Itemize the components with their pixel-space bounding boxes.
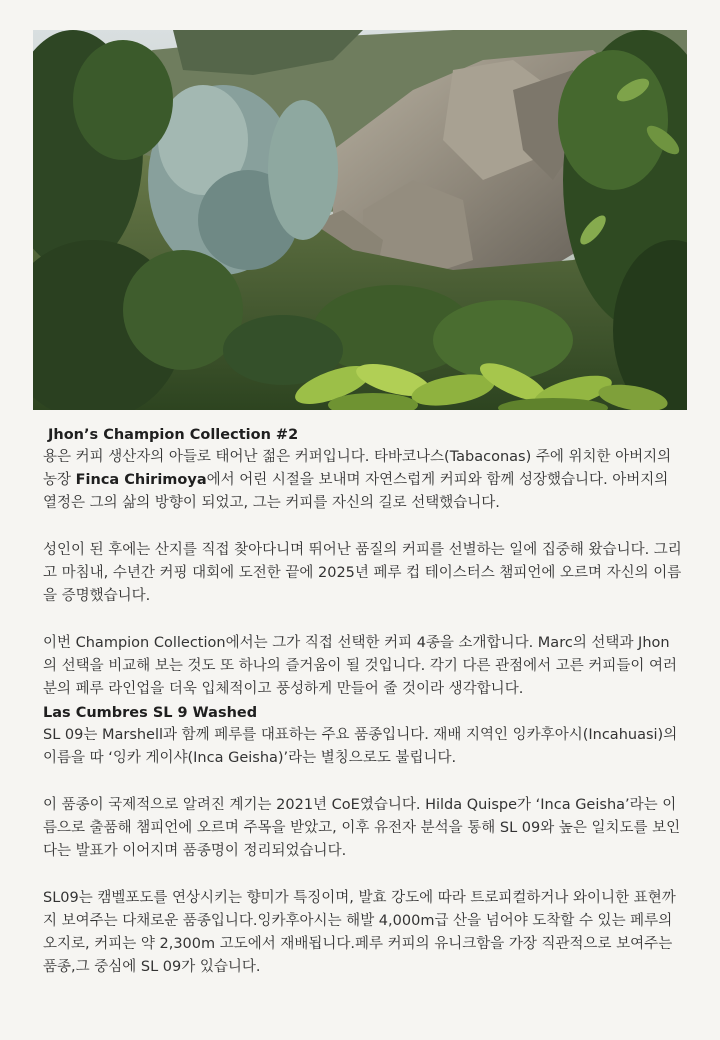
landscape-photo <box>33 30 687 410</box>
paragraph-text: 에서 어린 시절을 보내며 자연스럽게 커피와 함께 성장했습니다. 아버지의 열정은 그의 삶의 방향이 되었고, 그는 커피를 자신의 길로 선택했습니다. <box>43 472 669 511</box>
article-body <box>43 424 683 979</box>
paragraph: SL 09는 Marshell과 함께 페루를 대표하는 주요 품종입니다. 재배 지역인 잉카후아시(Incahuasi)의 이름을 따 ‘잉카 게이샤(Inca Geisha)’라는 별칭으로도 불립니다. <box>43 727 678 766</box>
paragraph <box>43 446 683 515</box>
paragraph-text: 용은 커피 생산자의 아들로 태어난 젊은 커퍼입니다. 타바코나스(Tabaconas) 주에 위치한 아버지의 농장 <box>43 449 672 488</box>
section-title: Las Cumbres SL 9 Washed <box>43 705 258 721</box>
paragraph: 이번 Champion Collection에서는 그가 직접 선택한 커피 4종을 소개합니다. Marc의 선택과 Jhon의 선택을 비교해 보는 것도 또 하나의 즐거움이 될 것입니다. 각기 다른 관점에서 고른 커피들이 여러분의 페루 라인업을 더욱 입체적이고 풍성하게 만들어 줄 것이라 생각합니다. <box>43 635 678 697</box>
section-title: Jhon’s Champion Collection #2 <box>48 427 299 443</box>
mountain-landscape-image <box>33 30 687 410</box>
paragraph: 이 품종이 국제적으로 알려진 계기는 2021년 CoE였습니다. Hilda Quispe가 ‘Inca Geisha’라는 이름으로 출품해 챔피언에 오르며 주목을 받았고, 이후 유전자 분석을 통해 SL 09와 높은 일치도를 보인다는 발표가 이어지며 품종명이 정리되었습니다. <box>43 797 681 859</box>
farm-name: Finca Chirimoya <box>75 472 207 488</box>
paragraph: 성인이 된 후에는 산지를 직접 찾아다니며 뛰어난 품질의 커피를 선별하는 일에 집중해 왔습니다. 그리고 마침내, 수년간 커핑 대회에 도전한 끝에 2025년 페루 컵 테이스터스 챔피언에 오르며 자신의 이름을 증명했습니다. <box>43 542 682 604</box>
paragraph: SL09는 캠벨포도를 연상시키는 향미가 특징이며, 발효 강도에 따라 트로피컬하거나 와이니한 표현까지 보여주는 다채로운 품종입니다.잉카후아시는 해발 4,000m급 산을 넘어야 도착할 수 있는 페루의 오지로, 커피는 약 2,300m 고도에서 재배됩니다.페루 커피의 유니크함을 가장 직관적으로 보여주는 품종,그 중심에 SL 09가 있습니다. <box>43 890 676 975</box>
